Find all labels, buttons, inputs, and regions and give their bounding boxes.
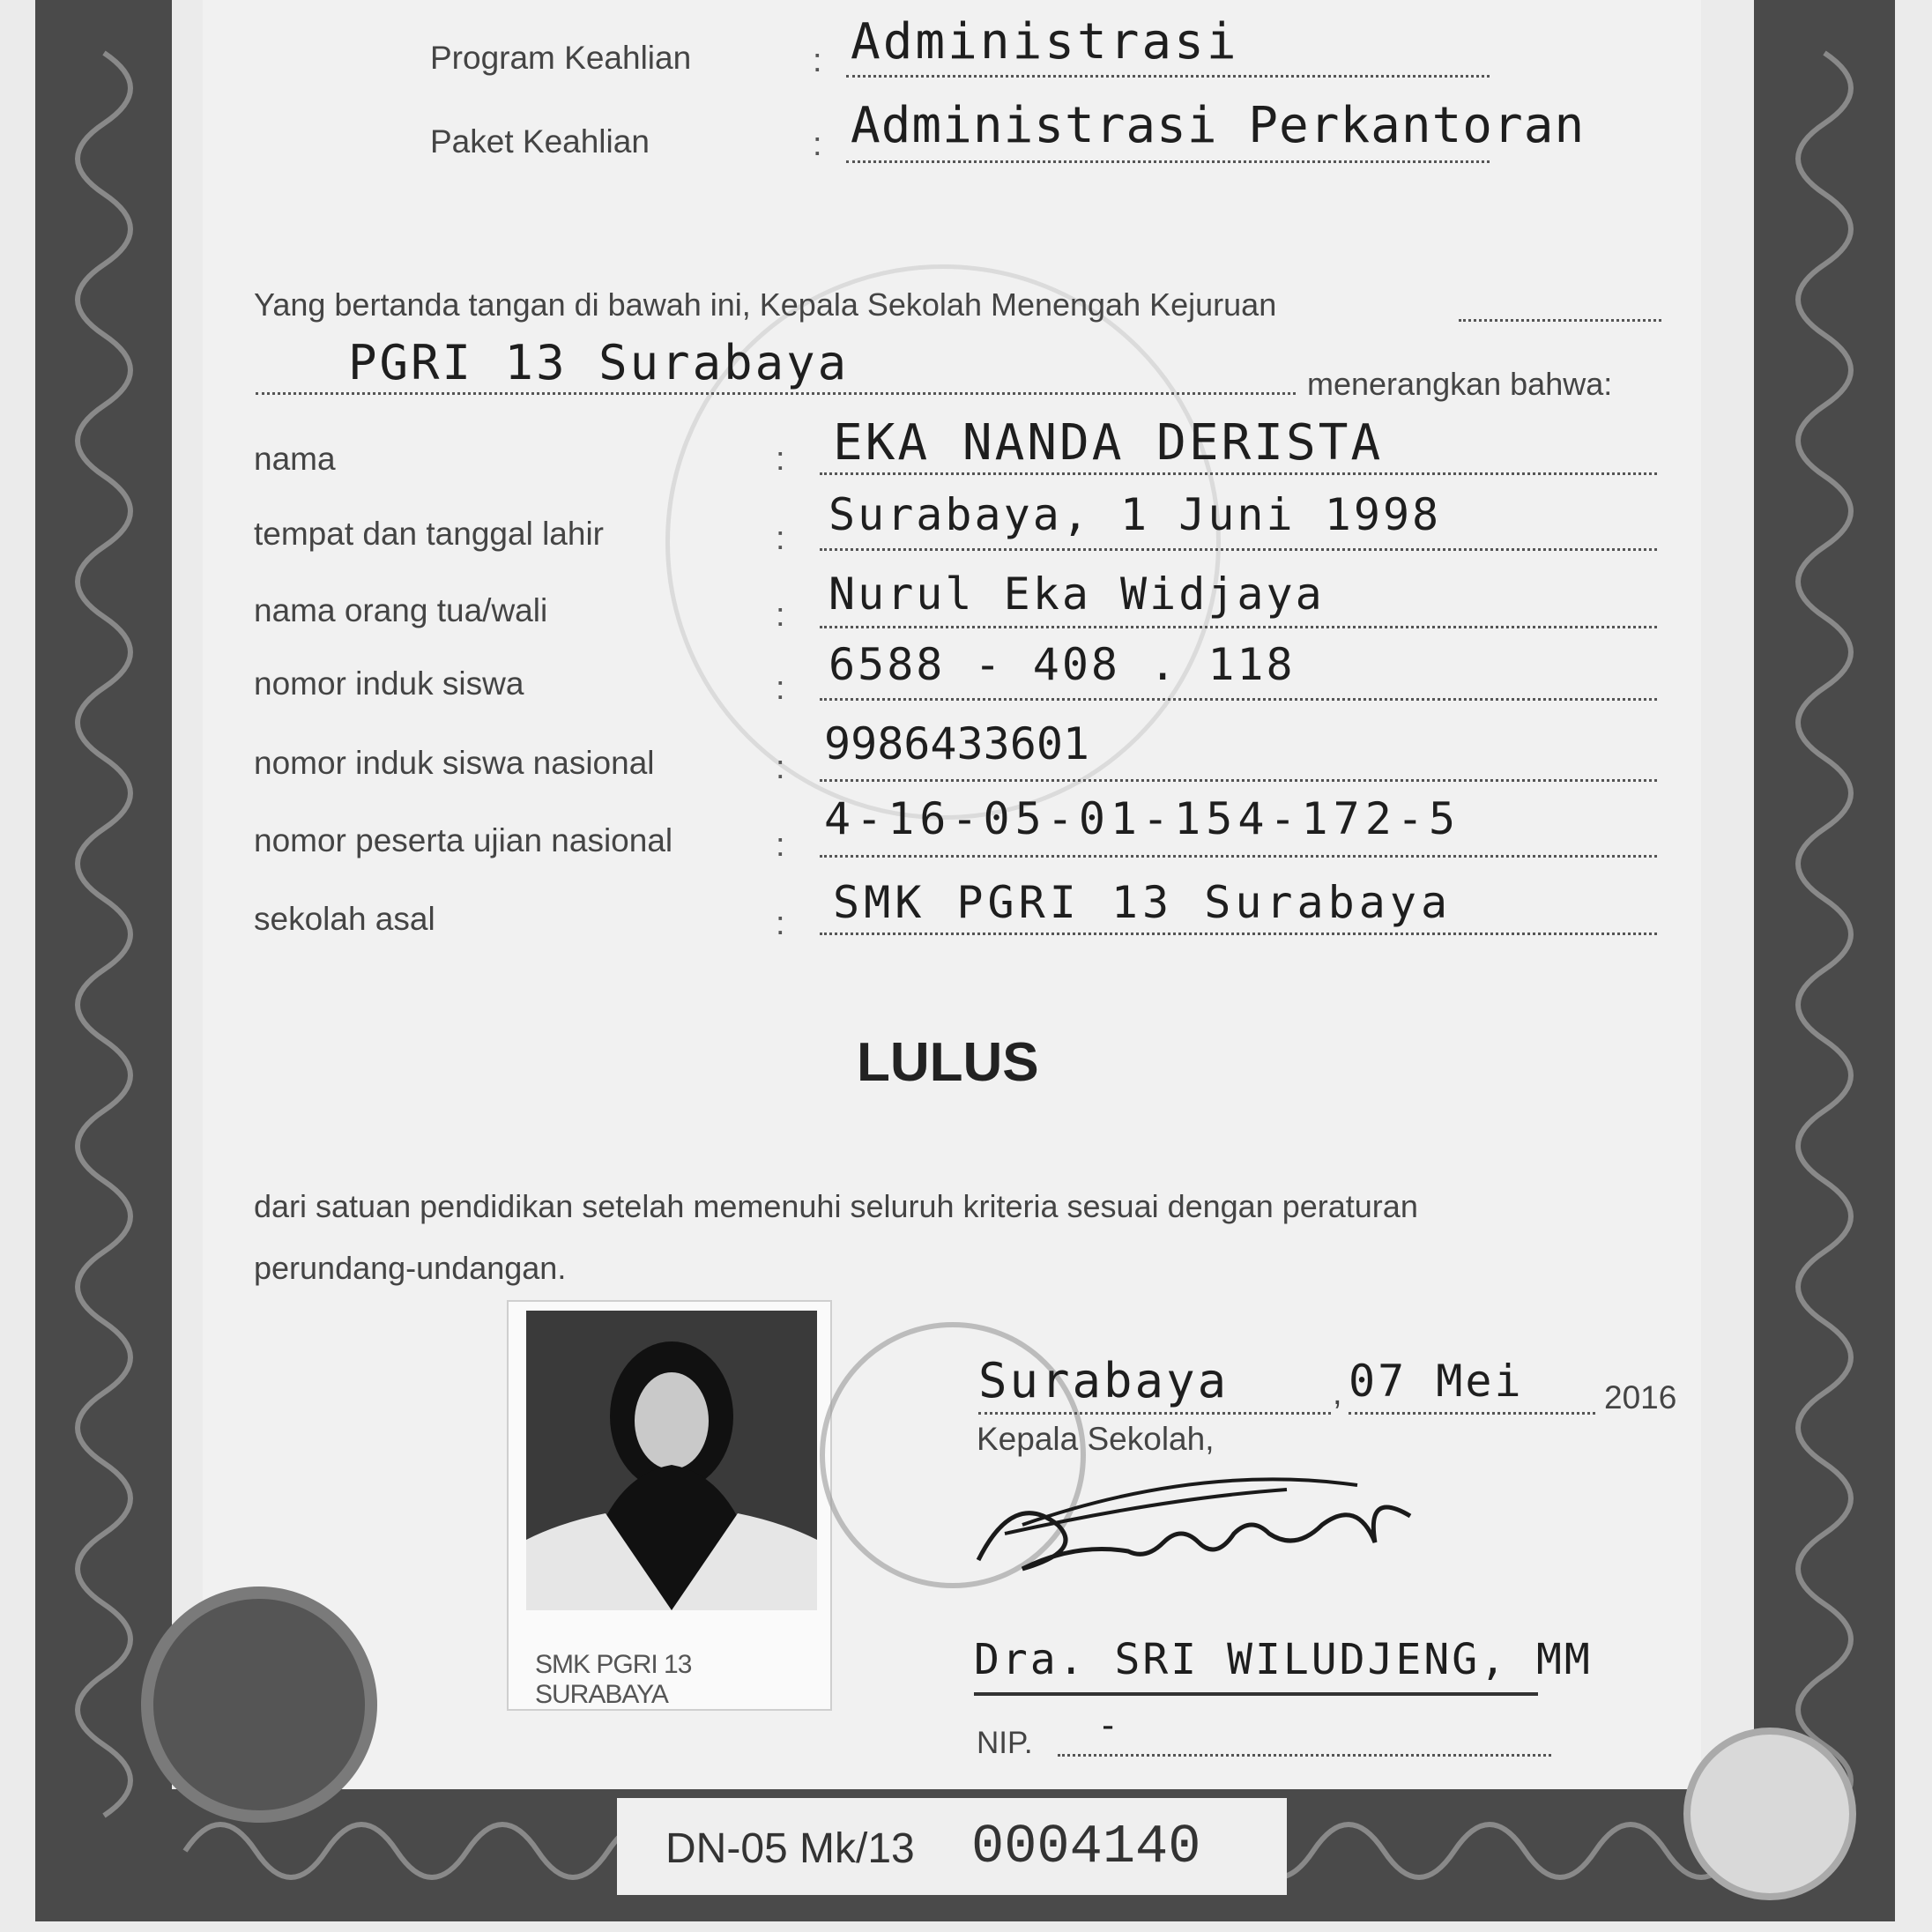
field-label-nopes: nomor peserta ujian nasional	[254, 822, 673, 858]
field-dotted-line	[820, 472, 1657, 475]
graduation-status: LULUS	[857, 1032, 1039, 1093]
hologram-seal	[1683, 1728, 1856, 1900]
field-value-wali: Nurul Eka Widjaya	[829, 568, 1325, 620]
field-colon: :	[776, 441, 785, 478]
program-colon: :	[813, 42, 822, 79]
paket-dotted-line	[846, 160, 1490, 163]
intro-school-value: PGRI 13 Surabaya	[348, 335, 850, 390]
field-label-nisn: nomor induk siswa nasional	[254, 745, 655, 781]
city-dotted-line	[978, 1412, 1331, 1415]
signature-title: Kepala Sekolah,	[977, 1421, 1215, 1457]
field-colon: :	[776, 749, 785, 786]
intro-text: Yang bertanda tangan di bawah ini, Kepala Sekolah Menengah Kejuruan	[254, 286, 1277, 323]
field-dotted-line	[820, 548, 1657, 551]
signature-comma: ,	[1333, 1375, 1342, 1412]
photo-caption: SMK PGRI 13 SURABAYA	[535, 1650, 692, 1709]
nip-value: -	[1097, 1705, 1122, 1746]
student-photo	[507, 1300, 832, 1711]
intro-dotted-line	[1459, 319, 1661, 322]
field-dotted-line	[820, 933, 1657, 935]
embossed-seal	[141, 1586, 377, 1823]
principal-name-underline	[974, 1692, 1538, 1696]
intro-suffix: menerangkan bahwa:	[1307, 366, 1613, 402]
serial-number: 0004140	[971, 1816, 1201, 1878]
nip-label: NIP.	[977, 1726, 1033, 1760]
field-value-sekolah: SMK PGRI 13 Surabaya	[833, 877, 1453, 928]
field-label-nis: nomor induk siswa	[254, 665, 524, 702]
signature-year: 2016	[1604, 1379, 1677, 1416]
field-dotted-line	[820, 779, 1657, 782]
statement-line-1: dari satuan pendidikan setelah memenuhi seluruh kriteria sesuai dengan peraturan	[254, 1188, 1418, 1224]
program-dotted-line	[846, 75, 1490, 78]
signature-city: Surabaya	[978, 1353, 1230, 1408]
paket-label: Paket Keahlian	[430, 123, 650, 160]
principal-name: Dra. SRI WILUDJENG, MM	[974, 1635, 1593, 1684]
statement-line-2: perundang-undangan.	[254, 1250, 567, 1286]
field-label-sekolah: sekolah asal	[254, 901, 435, 937]
field-label-ttl: tempat dan tanggal lahir	[254, 516, 604, 552]
paket-value: Administrasi Perkantoran	[851, 97, 1586, 154]
field-dotted-line	[820, 855, 1657, 858]
program-value: Administrasi	[851, 13, 1239, 71]
field-label-nama: nama	[254, 441, 336, 477]
paket-colon: :	[813, 126, 822, 163]
field-value-nisn: 9986433601	[824, 718, 1090, 769]
signature-date: 07 Mei	[1349, 1356, 1524, 1407]
date-dotted-line	[1349, 1412, 1595, 1415]
field-dotted-line	[820, 626, 1657, 628]
field-colon: :	[776, 670, 785, 707]
photo-image	[526, 1311, 817, 1610]
nip-dotted-line	[1058, 1754, 1551, 1757]
field-colon: :	[776, 597, 785, 634]
handwritten-signature	[970, 1472, 1463, 1604]
field-dotted-line	[820, 698, 1657, 701]
field-colon: :	[776, 905, 785, 942]
field-label-wali: nama orang tua/wali	[254, 592, 548, 628]
field-value-ttl: Surabaya, 1 Juni 1998	[829, 489, 1442, 540]
program-label: Program Keahlian	[430, 40, 692, 76]
intro-school-dotted-line	[256, 392, 1296, 395]
field-value-nis: 6588 - 408 . 118	[829, 639, 1296, 690]
field-value-nopes: 4-16-05-01-154-172-5	[824, 793, 1461, 844]
serial-code: DN-05 Mk/13	[665, 1825, 915, 1872]
field-colon: :	[776, 827, 785, 864]
portrait-silhouette	[526, 1311, 817, 1610]
field-value-nama: EKA NANDA DERISTA	[833, 414, 1384, 472]
field-colon: :	[776, 520, 785, 557]
